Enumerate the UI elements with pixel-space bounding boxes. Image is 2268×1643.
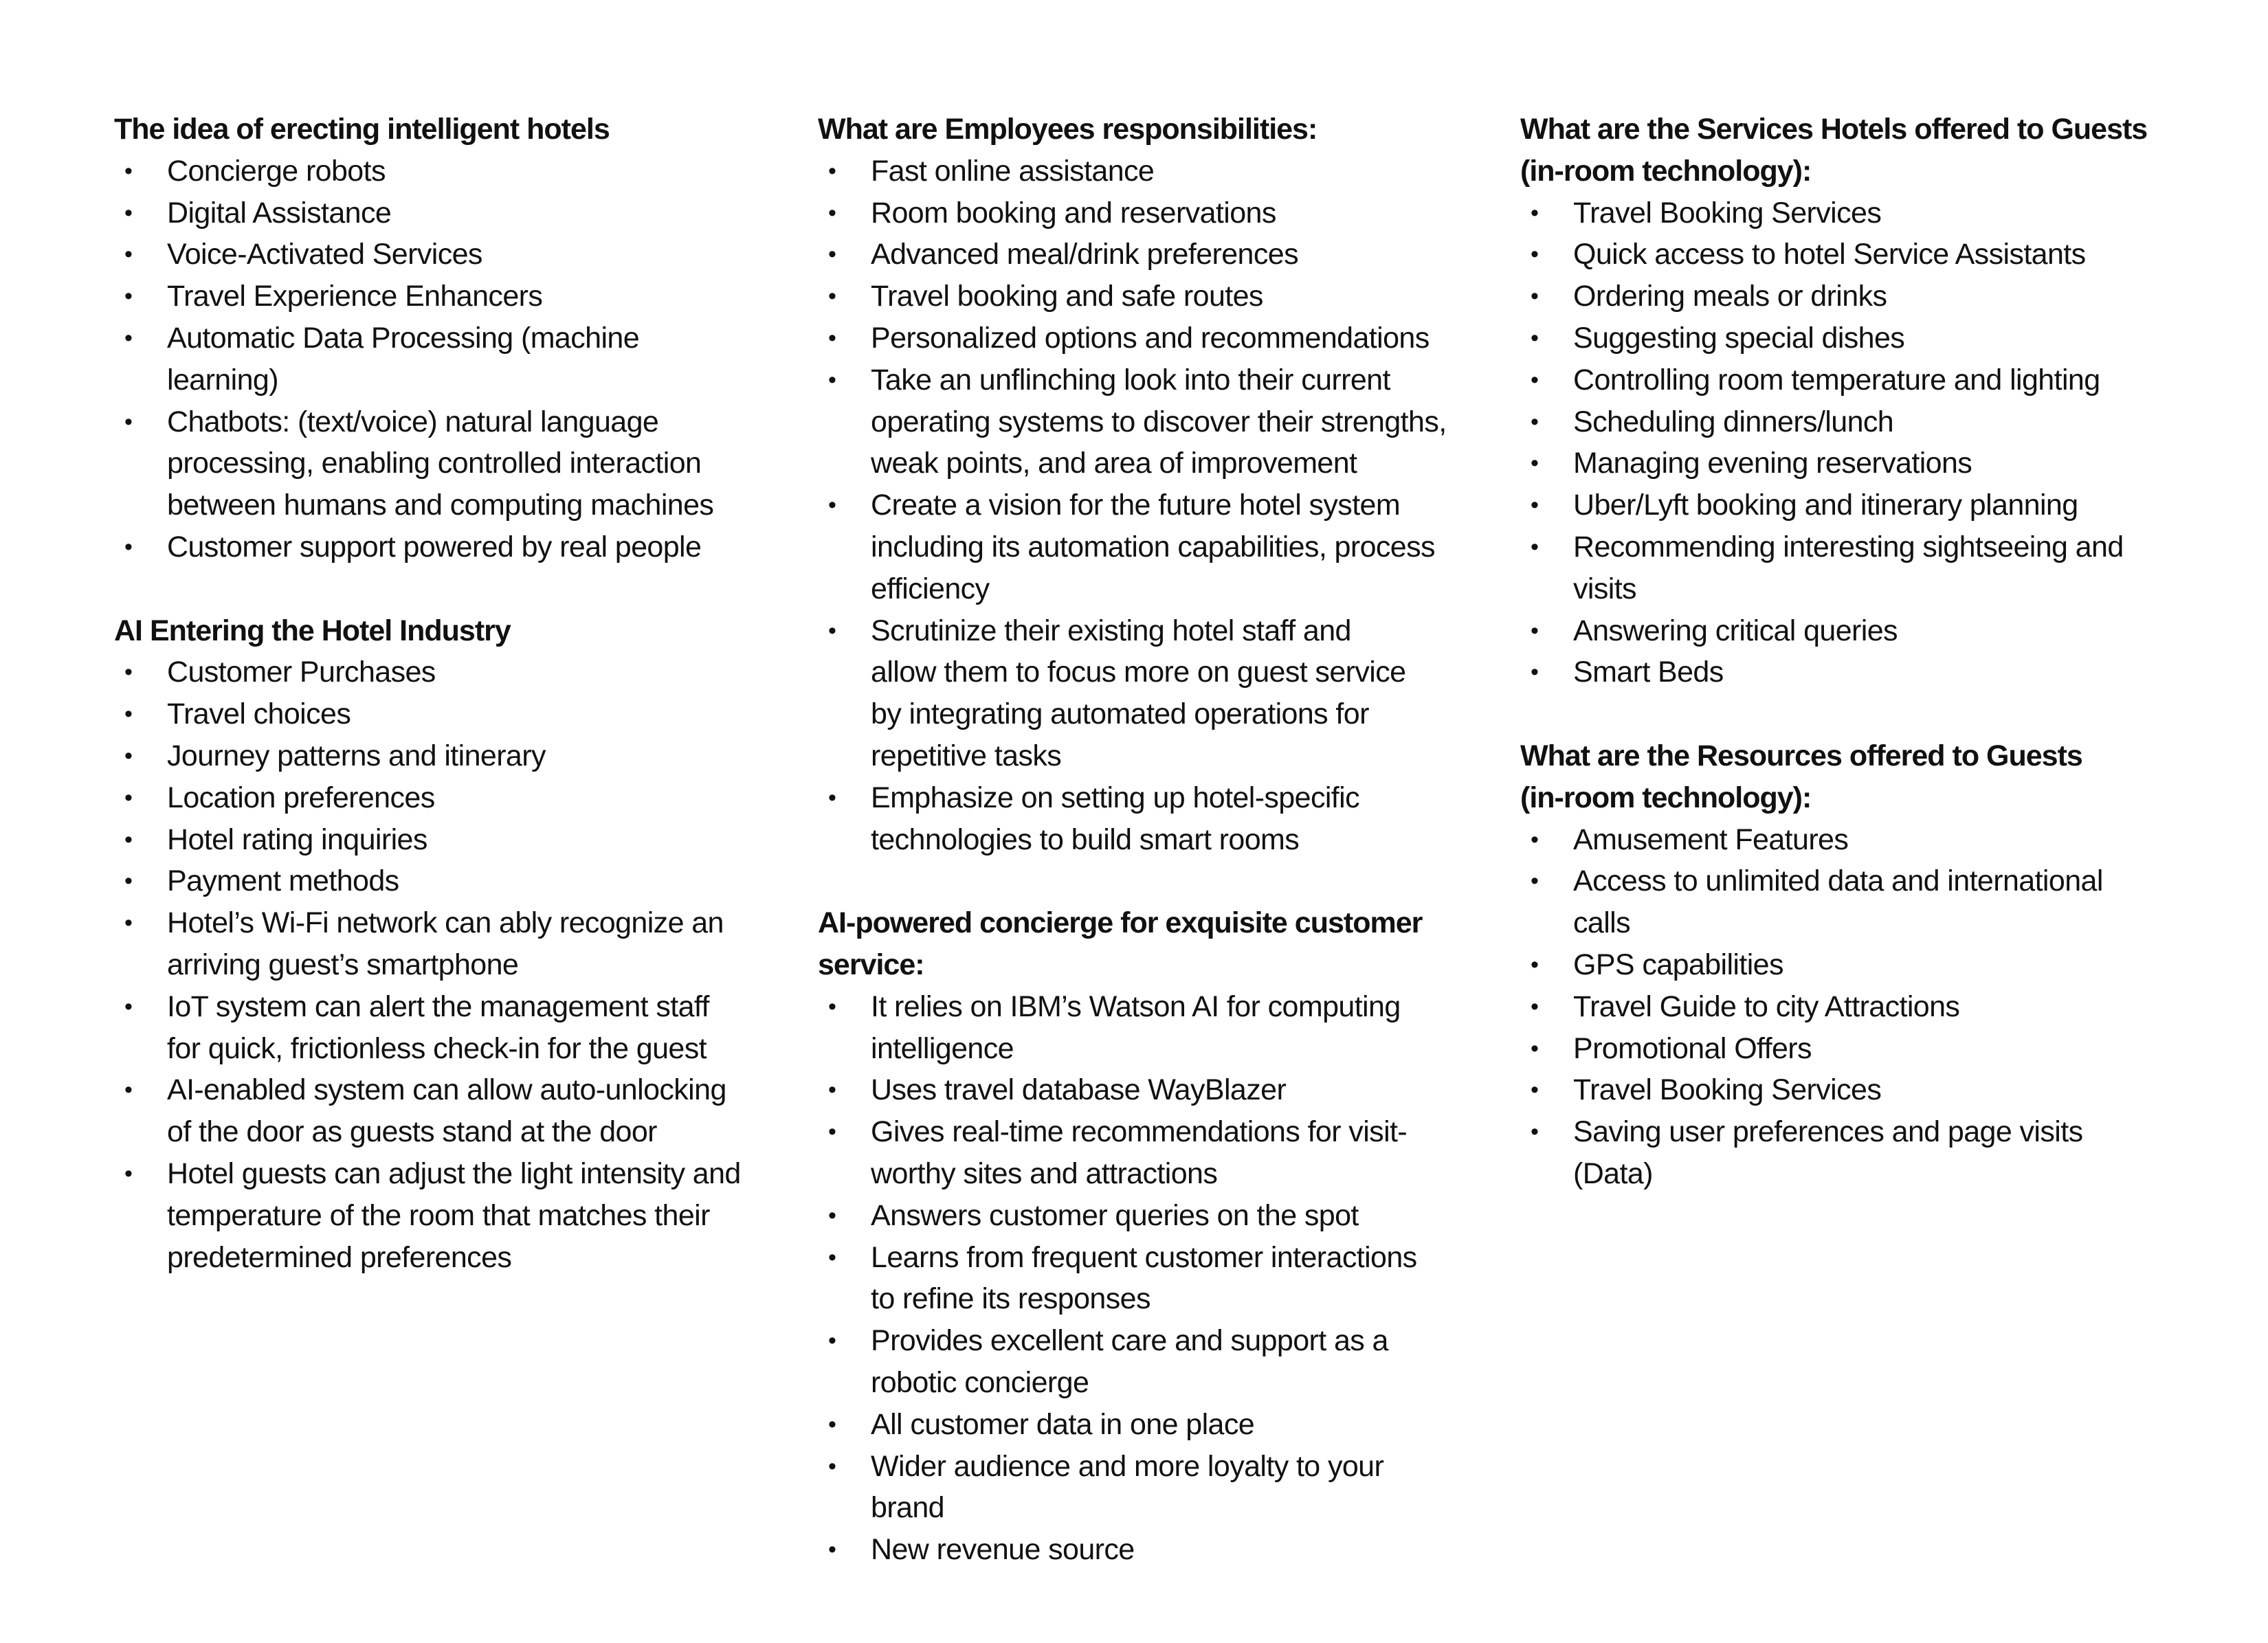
heading-line: service: [818, 948, 924, 981]
item-text-line: Payment methods [167, 864, 399, 898]
item-text-line: (Data) [1573, 1156, 1653, 1190]
bullet-icon: • [828, 784, 836, 811]
item-text-line: robotic concierge [871, 1365, 1089, 1399]
item-text-line: Uses travel database WayBlazer [871, 1073, 1287, 1107]
bullet-icon: • [124, 157, 133, 184]
item-text-line: Hotel rating inquiries [167, 823, 427, 856]
list-item [114, 735, 741, 777]
item-text-line: temperature of the room that matches their [167, 1198, 710, 1232]
bullet-icon: • [1531, 1077, 1539, 1104]
list-item [1520, 1028, 2147, 1070]
list-item [1520, 192, 2147, 234]
item-text-line: of the door as guests stand at the door [167, 1115, 657, 1149]
list-item [1520, 819, 2147, 861]
bullet-icon: • [1531, 868, 1539, 895]
list-item [818, 1069, 1447, 1111]
list-item [114, 860, 741, 902]
bullet-icon: • [124, 868, 133, 895]
list-item [818, 1446, 1447, 1530]
item-text-line: Smart Beds [1573, 656, 1724, 689]
list-item [818, 359, 1447, 484]
item-text-line: Ordering meals or drinks [1573, 280, 1887, 313]
bullet-icon: • [124, 241, 133, 268]
list-item [1520, 276, 2147, 317]
item-text-line: worthy sites and attractions [871, 1156, 1218, 1190]
list-item [818, 986, 1447, 1070]
bullet-icon: • [828, 993, 836, 1020]
item-text-line: Create a vision for the future hotel system [871, 489, 1401, 522]
bullet-icon: • [828, 241, 836, 268]
bullet-icon: • [124, 784, 133, 811]
heading-line: AI Entering the Hotel Industry [114, 614, 511, 647]
list-item [114, 234, 741, 276]
list-item [1520, 610, 2147, 652]
bullet-icon: • [1531, 826, 1539, 853]
item-text-line: intelligence [871, 1031, 1014, 1065]
list-item [818, 1111, 1447, 1195]
item-text-line: visits [1573, 572, 1636, 605]
item-text-line: Take an unflinching look into their current [871, 363, 1390, 396]
item-text-line: calls [1573, 906, 1631, 940]
bullet-icon: • [828, 199, 836, 226]
list-item [114, 150, 741, 192]
item-text-line: Managing evening reservations [1573, 447, 1972, 480]
bullet-icon: • [124, 742, 133, 769]
column-1 [114, 109, 741, 1320]
item-text-line: Fast online assistance [871, 154, 1155, 188]
heading-line: (in-room technology): [1520, 154, 1812, 188]
list-item [818, 192, 1447, 234]
item-text-line: Access to unlimited data and international [1573, 864, 2103, 898]
item-text-line: Customer support powered by real people [167, 530, 702, 563]
heading-line: The idea of erecting intelligent hotels [114, 113, 610, 146]
bullet-list [818, 150, 1447, 861]
item-text-line: allow them to focus more on guest service [871, 656, 1406, 689]
section-heading [1520, 735, 2147, 819]
bullet-icon: • [828, 1453, 836, 1479]
item-text-line: Travel booking and safe routes [871, 280, 1263, 313]
item-text-line: Room booking and reservations [871, 196, 1276, 230]
item-text-line: AI-enabled system can allow auto-unlocking [167, 1073, 726, 1107]
item-text-line: Hotel guests can adjust the light intensity and [167, 1156, 741, 1190]
list-item [1520, 944, 2147, 986]
column-2 [818, 109, 1447, 1613]
bullet-list [114, 150, 741, 568]
list-item [818, 1195, 1447, 1237]
list-item [1520, 484, 2147, 526]
list-item [1520, 317, 2147, 359]
bullet-icon: • [1531, 366, 1539, 393]
list-item [114, 819, 741, 861]
list-item [818, 777, 1447, 861]
item-text-line: Personalized options and recommendations [871, 321, 1430, 355]
list-item [114, 651, 741, 693]
list-item [1520, 443, 2147, 484]
bullet-icon: • [1531, 450, 1539, 477]
bullet-icon: • [1531, 659, 1539, 686]
bullet-icon: • [1531, 617, 1539, 644]
item-text-line: Hotel’s Wi-Fi network can ably recognize an [167, 906, 724, 940]
heading-line: (in-room technology): [1520, 781, 1812, 814]
bullet-icon: • [828, 1244, 836, 1271]
item-text-line: Recommending interesting sightseeing and [1573, 530, 2124, 563]
list-item [114, 1153, 741, 1278]
bullet-icon: • [1531, 951, 1539, 978]
item-text-line: operating systems to discover their strengths, [871, 405, 1447, 438]
list-item [1520, 860, 2147, 944]
section-heading [818, 109, 1447, 150]
bullet-icon: • [124, 283, 133, 310]
item-text-line: technologies to build smart rooms [871, 823, 1300, 856]
section-heading [818, 902, 1447, 986]
bullet-icon: • [1531, 283, 1539, 310]
list-item [818, 1320, 1447, 1404]
item-text-line: Scheduling dinners/lunch [1573, 405, 1894, 438]
item-text-line: repetitive tasks [871, 739, 1062, 772]
item-text-line: Customer Purchases [167, 656, 436, 689]
bullet-icon: • [828, 1328, 836, 1354]
bullet-icon: • [828, 157, 836, 184]
item-text-line: including its automation capabilities, process [871, 530, 1435, 563]
item-text-line: Answering critical queries [1573, 614, 1898, 647]
bullet-icon: • [828, 1202, 836, 1229]
item-text-line: Travel Guide to city Attractions [1573, 990, 1960, 1023]
list-item [114, 526, 741, 568]
list-item [1520, 234, 2147, 276]
list-item [1520, 359, 2147, 401]
bullet-icon: • [124, 408, 133, 435]
list-item [114, 986, 741, 1070]
list-item [818, 150, 1447, 192]
list-item [114, 902, 741, 986]
item-text-line: Amusement Features [1573, 823, 1849, 856]
item-text-line: Wider audience and more loyalty to your [871, 1449, 1384, 1483]
heading-line: AI-powered concierge for exquisite customer [818, 906, 1423, 940]
bullet-icon: • [1531, 993, 1539, 1020]
heading-line: What are the Services Hotels offered to Guests [1520, 113, 2148, 146]
list-item [114, 777, 741, 819]
bullet-icon: • [1531, 1119, 1539, 1145]
bullet-icon: • [1531, 199, 1539, 226]
bullet-icon: • [828, 1119, 836, 1145]
item-text-line: Chatbots: (text/voice) natural language [167, 405, 659, 438]
bullet-list [1520, 819, 2147, 1195]
list-item [1520, 526, 2147, 610]
item-text-line: Quick access to hotel Service Assistants [1573, 238, 2086, 271]
item-text-line: Controlling room temperature and lighting [1573, 363, 2100, 396]
bullet-icon: • [124, 324, 133, 351]
heading-line: What are Employees responsibilities: [818, 113, 1318, 146]
bullet-icon: • [828, 283, 836, 310]
item-text-line: Voice-Activated Services [167, 238, 482, 271]
list-item [114, 317, 741, 401]
section [818, 902, 1447, 1571]
bullet-list [1520, 192, 2147, 694]
section [818, 109, 1447, 860]
item-text-line: Learns from frequent customer interactions [871, 1240, 1417, 1274]
item-text-line: Scrutinize their existing hotel staff and [871, 614, 1351, 647]
item-text-line: All customer data in one place [871, 1407, 1255, 1441]
item-text-line: Answers customer queries on the spot [871, 1198, 1359, 1232]
bullet-icon: • [124, 993, 133, 1020]
bullet-icon: • [1531, 533, 1539, 560]
item-text-line: Journey patterns and itinerary [167, 739, 546, 772]
section [1520, 735, 2147, 1195]
bullet-icon: • [124, 1160, 133, 1187]
list-item [818, 610, 1447, 777]
item-text-line: learning) [167, 363, 278, 396]
bullet-icon: • [828, 324, 836, 351]
section-heading [114, 109, 741, 150]
item-text-line: IoT system can alert the management staff [167, 990, 709, 1023]
item-text-line: processing, enabling controlled interaction [167, 447, 702, 480]
item-text-line: Concierge robots [167, 154, 386, 188]
item-text-line: Saving user preferences and page visits [1573, 1115, 2083, 1149]
item-text-line: Travel Booking Services [1573, 1073, 1882, 1107]
item-text-line: Location preferences [167, 781, 435, 814]
bullet-icon: • [828, 1411, 836, 1438]
item-text-line: weak points, and area of improvement [871, 447, 1357, 480]
item-text-line: Automatic Data Processing (machine [167, 321, 640, 355]
bullet-icon: • [1531, 324, 1539, 351]
item-text-line: It relies on IBM’s Watson AI for computing [871, 990, 1401, 1023]
item-text-line: arriving guest’s smartphone [167, 948, 519, 981]
list-item [818, 317, 1447, 359]
item-text-line: Travel choices [167, 697, 351, 731]
item-text-line: Travel Experience Enhancers [167, 280, 543, 313]
bullet-list [818, 986, 1447, 1571]
list-item [818, 1237, 1447, 1321]
list-item [114, 401, 741, 526]
item-text-line: New revenue source [871, 1533, 1135, 1567]
item-text-line: brand [871, 1491, 944, 1525]
item-text-line: Gives real-time recommendations for visit- [871, 1115, 1408, 1149]
item-text-line: for quick, frictionless check-in for the guest [167, 1031, 707, 1065]
item-text-line: Advanced meal/drink preferences [871, 238, 1298, 271]
list-item [818, 234, 1447, 276]
item-text-line: by integrating automated operations for [871, 697, 1369, 731]
item-text-line: Digital Assistance [167, 196, 392, 230]
item-text-line: Promotional Offers [1573, 1031, 1812, 1065]
bullet-icon: • [124, 199, 133, 226]
bullet-icon: • [124, 910, 133, 937]
list-item [818, 276, 1447, 317]
item-text-line: Travel Booking Services [1573, 196, 1882, 230]
bullet-icon: • [1531, 1035, 1539, 1062]
bullet-list [114, 651, 741, 1278]
bullet-icon: • [124, 1077, 133, 1104]
item-text-line: between humans and computing machines [167, 489, 714, 522]
item-text-line: predetermined preferences [167, 1240, 512, 1274]
item-text-line: to refine its responses [871, 1282, 1150, 1316]
item-text-line: Uber/Lyft booking and itinerary planning [1573, 489, 2078, 522]
bullet-icon: • [1531, 492, 1539, 519]
item-text-line: Suggesting special dishes [1573, 321, 1905, 355]
list-item [1520, 401, 2147, 443]
list-item [818, 1529, 1447, 1571]
list-item [1520, 651, 2147, 693]
item-text-line: GPS capabilities [1573, 948, 1783, 981]
bullet-icon: • [828, 366, 836, 393]
bullet-icon: • [828, 1077, 836, 1104]
bullet-icon: • [124, 533, 133, 560]
list-item [1520, 986, 2147, 1028]
bullet-icon: • [1531, 241, 1539, 268]
item-text-line: Emphasize on setting up hotel-specific [871, 781, 1359, 814]
section-heading [114, 610, 741, 652]
section [1520, 109, 2147, 693]
list-item [114, 693, 741, 735]
bullet-icon: • [828, 1536, 836, 1563]
list-item [1520, 1111, 2147, 1195]
bullet-icon: • [124, 826, 133, 853]
bullet-icon: • [1531, 408, 1539, 435]
bullet-icon: • [828, 617, 836, 644]
list-item [1520, 1069, 2147, 1111]
section [114, 610, 741, 1279]
list-item [114, 192, 741, 234]
bullet-icon: • [828, 492, 836, 519]
bullet-icon: • [124, 659, 133, 686]
bullet-icon: • [124, 701, 133, 728]
column-3 [1520, 109, 2147, 1237]
list-item [818, 484, 1447, 610]
section-heading [1520, 109, 2147, 192]
heading-line: What are the Resources offered to Guests [1520, 739, 2082, 772]
item-text-line: Provides excellent care and support as a [871, 1324, 1388, 1358]
item-text-line: efficiency [871, 572, 990, 605]
section [114, 109, 741, 568]
list-item [114, 1069, 741, 1153]
list-item [114, 276, 741, 317]
list-item [818, 1404, 1447, 1446]
